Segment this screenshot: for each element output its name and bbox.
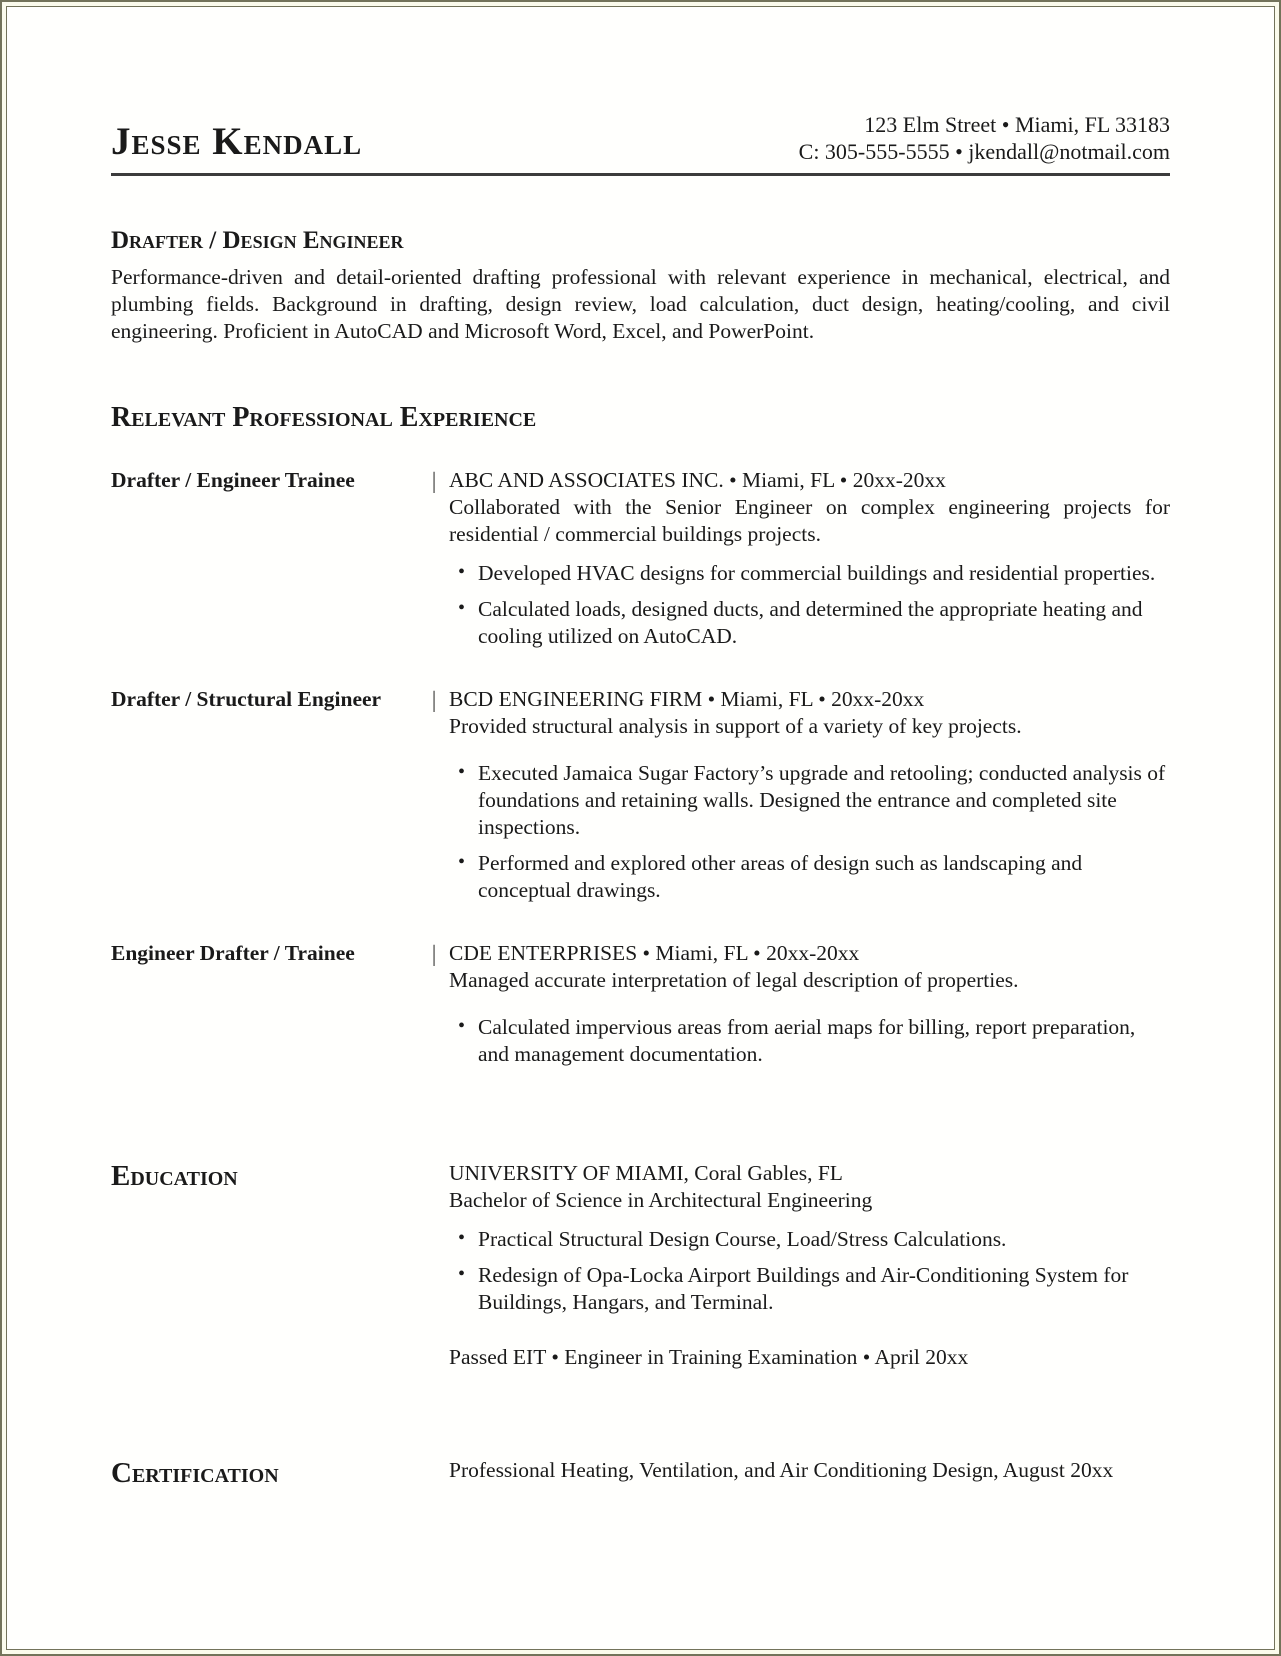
education-details bbox=[449, 1160, 1170, 1371]
summary-paragraph: Performance-driven and detail-oriented drafting professional with relevant experience in mechanical, electrical, and plumbing fields. Background in drafting, design review, load calculation, duct design, heating/cooling, and civil engineering. Proficient in AutoCAD and Microsoft Word, Excel, and PowerPoint. bbox=[111, 265, 1170, 343]
header-divider bbox=[111, 173, 1170, 176]
job-entry-1 bbox=[111, 467, 1170, 650]
job-bullet: • Calculated impervious areas from aerial maps for billing, report preparation, and management documentation. bbox=[449, 1014, 1170, 1068]
job-bullet: • Executed Jamaica Sugar Factory’s upgrade and retooling; conducted analysis of foundations and retaining walls. Designed the entrance and completed site inspections. bbox=[449, 760, 1170, 841]
resume-title: Drafter / Design Engineer bbox=[111, 227, 404, 254]
header bbox=[111, 111, 1170, 165]
contact-phone-email: C: 305-555-5555 • jkendall@notmail.com bbox=[798, 139, 1170, 164]
section-heading-education: Education bbox=[111, 1160, 238, 1192]
education-bullet: • Practical Structural Design Course, Load/Stress Calculations. bbox=[449, 1226, 1170, 1253]
section-heading-experience: Relevant Professional Experience bbox=[111, 402, 537, 433]
contact-address: 123 Elm Street • Miami, FL 33183 bbox=[864, 112, 1170, 137]
job-bullet-list bbox=[449, 1014, 1170, 1068]
job-title: Drafter / Engineer Trainee bbox=[111, 468, 355, 492]
job-details bbox=[449, 940, 1170, 1068]
contact-info bbox=[799, 111, 1170, 165]
education-bullet-list bbox=[449, 1226, 1170, 1316]
job-bullet-list bbox=[449, 760, 1170, 904]
job-bullet: • Calculated loads, designed ducts, and determined the appropriate heating and cooling utilized on AutoCAD. bbox=[449, 596, 1170, 650]
title-company-separator: | bbox=[431, 687, 437, 712]
job-details bbox=[449, 686, 1170, 904]
spacer bbox=[419, 1457, 449, 1489]
job-entry-3 bbox=[111, 940, 1170, 1068]
degree-line: Bachelor of Science in Architectural Engineering bbox=[449, 1188, 873, 1212]
certification-details bbox=[449, 1457, 1170, 1489]
job-details bbox=[449, 467, 1170, 650]
experience-list bbox=[111, 467, 1170, 1068]
certification-line: Professional Heating, Ventilation, and Air Conditioning Design, August 20xx bbox=[449, 1458, 1114, 1482]
job-description: Managed accurate interpretation of legal description of properties. bbox=[449, 968, 1019, 992]
section-certification bbox=[111, 1457, 1170, 1489]
resume-page bbox=[6, 6, 1275, 1650]
school-line: UNIVERSITY OF MIAMI, Coral Gables, FL bbox=[449, 1161, 843, 1185]
job-title: Drafter / Structural Engineer bbox=[111, 687, 382, 711]
title-company-separator: | bbox=[431, 941, 437, 966]
title-company-separator: | bbox=[431, 468, 437, 493]
job-entry-2 bbox=[111, 686, 1170, 904]
job-description: Collaborated with the Senior Engineer on complex engineering projects for residential / commercial buildings projects. bbox=[449, 495, 1170, 546]
job-bullet-list bbox=[449, 560, 1170, 650]
company-line: ABC AND ASSOCIATES INC. • Miami, FL • 20xx-20xx bbox=[449, 468, 946, 492]
company-line: CDE ENTERPRISES • Miami, FL • 20xx-20xx bbox=[449, 941, 860, 965]
candidate-name: Jesse Kendall bbox=[111, 120, 363, 163]
section-heading-certification: Certification bbox=[111, 1457, 279, 1489]
job-title: Engineer Drafter / Trainee bbox=[111, 941, 355, 965]
company-line: BCD ENGINEERING FIRM • Miami, FL • 20xx-20xx bbox=[449, 687, 925, 711]
resume-content bbox=[7, 7, 1274, 1489]
education-bullet: • Redesign of Opa-Locka Airport Buildings and Air-Conditioning System for Buildings, Hangars, and Terminal. bbox=[449, 1262, 1170, 1316]
spacer bbox=[419, 1160, 449, 1371]
job-bullet: • Performed and explored other areas of design such as landscaping and conceptual drawings. bbox=[449, 850, 1170, 904]
section-education bbox=[111, 1160, 1170, 1371]
exam-line: Passed EIT • Engineer in Training Examination • April 20xx bbox=[449, 1345, 969, 1369]
job-bullet: • Developed HVAC designs for commercial buildings and residential properties. bbox=[449, 560, 1170, 587]
job-description: Provided structural analysis in support of a variety of key projects. bbox=[449, 714, 1022, 738]
